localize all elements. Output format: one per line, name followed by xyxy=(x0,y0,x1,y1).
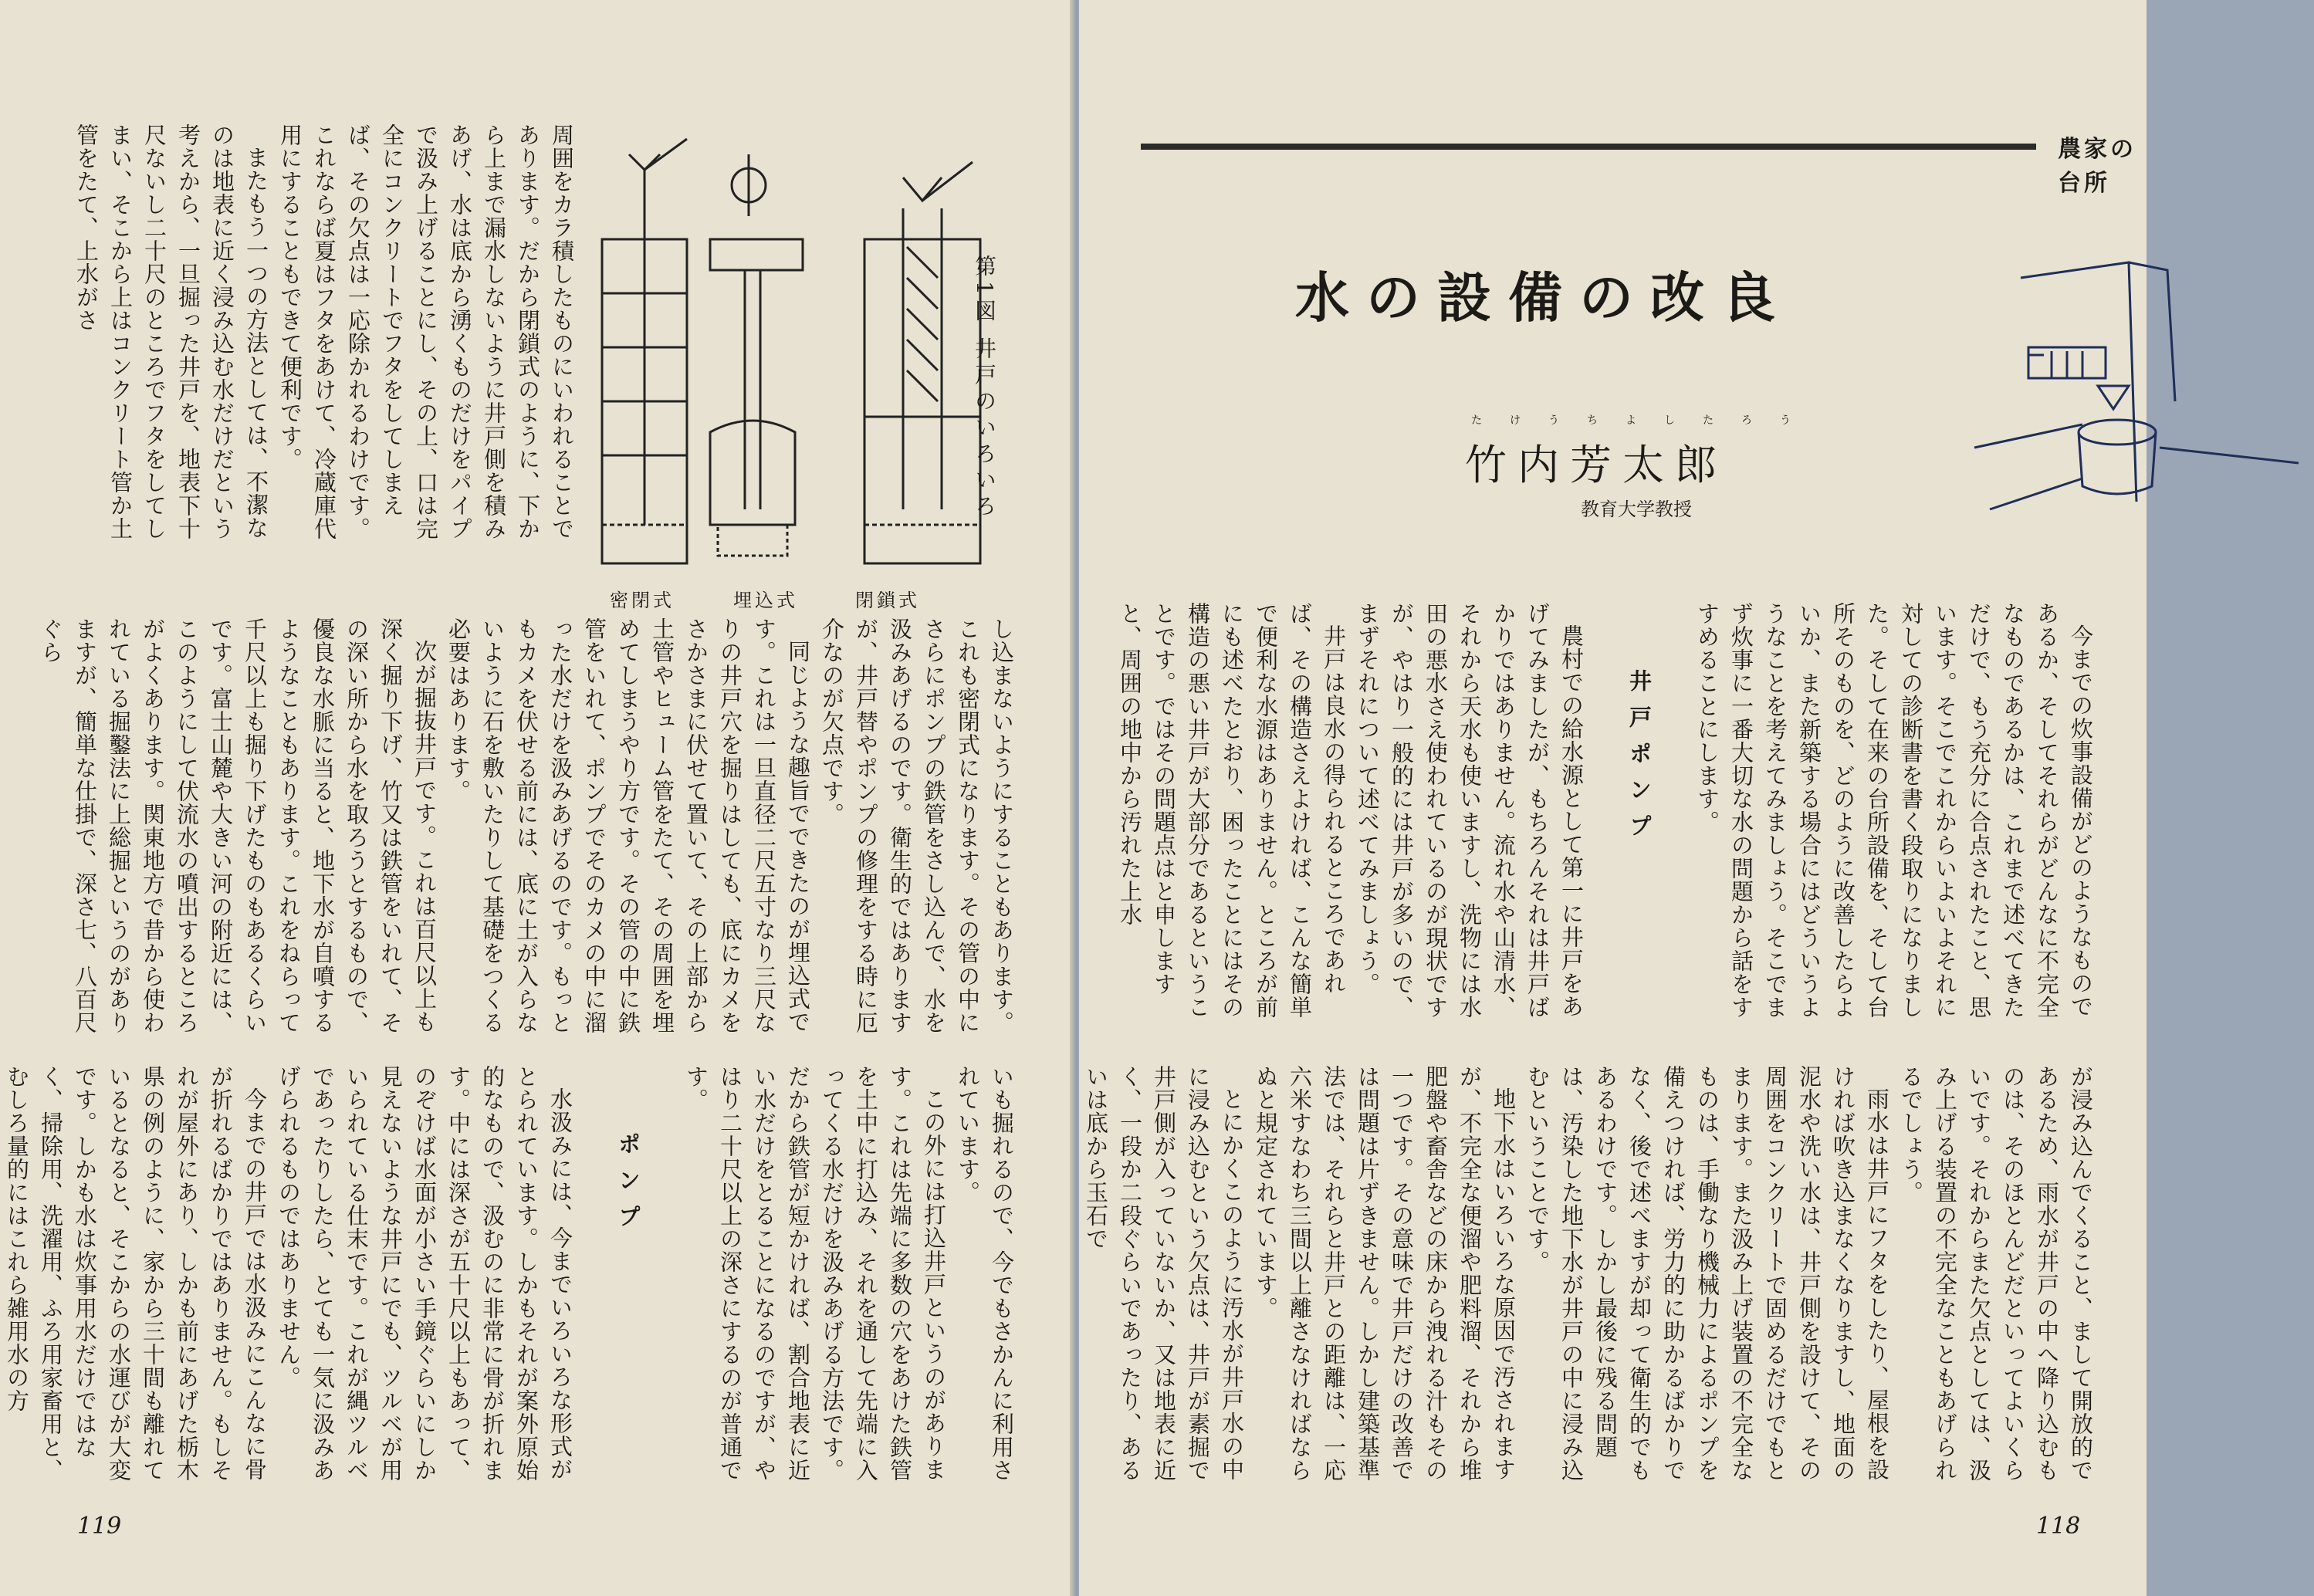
left-para-7: この外には打込井戸というのがあります。これは先端に多数の穴をあけた鉄管を土中に打込み、それを通して先端に入ってくる水だけを汲みあげる方法です。だから鉄管が短かければ、割合地表に近い水だけをとることになるのですが、やはり二十尺以上の深さにするのが普通です。 xyxy=(683,1065,947,1482)
page-number-left: 119 xyxy=(77,1513,122,1540)
right-upper-text xyxy=(1117,602,2098,1034)
header-rule xyxy=(1141,144,2036,150)
figure-caption-closed: 閉鎖式 xyxy=(855,590,920,611)
right-intro: 今までの炊事設備がどのようなものであるか、そしてそれらがどんなに不完全なものであるかは、これまで述べてきただけで、もう充分に合点されたこと、思います。そこでこれからいよいよそれに対しての診断書を書く段取りになりました。そして在来の台所設備を、そして台所そのものを、どのように改善したらよいか、また新築する場合にはどういうようなことを考えてみましょう。そこでまず炊事に一番大切な水の問題から話をすすめることにします。 xyxy=(1694,602,2094,1019)
author-affiliation: 教育大学教授 xyxy=(1581,499,1692,520)
article-title: 水の設備の改良 xyxy=(1295,266,1792,330)
left-para-9: 今までの井戸では水汲みにこんなに骨が折れるばかりではありません。もしそれが屋外にあり、しかも前にあげた栃木県の例のように、家から三十間も離れているとなると、そこからの水運びが大変です。しかも水は炊事用水だけではなく、掃除用、洗濯用、ふろ用家畜用と、むしろ量的にはこれら雑用水の方 xyxy=(4,1065,268,1482)
figure-caption-buried: 埋込式 xyxy=(733,590,798,611)
left-page xyxy=(0,0,1074,1596)
left-para-3: し込まないようにすることもあります。これも密閉式になります。その管の中にさらにポンプの鉄管をさし込んで、水を汲みあげるのです。衛生的ではありますが、井戸替やポンプの修理をする時に厄介なのが欠点です。 xyxy=(819,617,1015,1034)
section-title: 農家の台所 xyxy=(2058,136,2136,197)
figure-title: 第1図 井戸のいろいろ xyxy=(972,255,997,521)
page-number-right: 118 xyxy=(2036,1513,2081,1540)
article-author: 竹内芳太郎 xyxy=(1465,441,1727,489)
left-para-1: 周囲をカラ積したものにいわれることであります。だから閉鎖式のように、下から上まで漏水しないように井戸側を積みあげ、水は底から湧くものだけをパイプで汲み上げることにし、その上、口は完全にコンクリートでフタをしてしまえば、その欠点は一応除かれるわけです。これならば夏はフタをあけて、冷蔵庫代用にすることもできて便利です。 xyxy=(277,123,575,540)
figure-caption-sealed: 密閉式 xyxy=(610,590,675,611)
left-para-5: 次が掘抜井戸です。これは百尺以上も深く掘り下げ、竹又は鉄管をいれて、その深い所から水を取ろうとするもので、優良な水脈に当ると、地下水が自噴するようなこともあります。これをねらって千尺以上も掘り下げたものもあるくらいです。富士山麓や大きい河の附近には、このようにして伏流水の噴出するところがよくあります。関東地方で昔から使われている掘鑿法に上総掘というのがありますが、簡単な仕掛で、深さ七、八百尺ぐら xyxy=(38,617,438,1034)
right-para-5: 地下水はいろいろな原因で汚されますが、不完全な便溜や肥料溜、それから堆肥盤や畜舎などの床から洩れる汁もその一つです。その意味で井戸だけの改善では問題は片ずきません。しかし建築基準法では、それらと井戸との距離は、一応六米すなわち三間以上離さなければならぬと規定されています。 xyxy=(1253,1065,1517,1482)
left-para-2: またもう一つの方法としては、不潔なのは地表に近く浸み込む水だけだという考えから、一旦掘った井戸を、地表下十尺ないし二十尺のところでフタをしてしまい、そこから上はコンクリート管か土管をたて、上水がさ xyxy=(73,123,269,540)
left-para-4: 同じような趣旨でできたのが埋込式です。これは一旦直径二尺五寸なり三尺なりの井戸穴を掘りはしても、底にカメをさかさまに伏せて置いて、その上部から土管やヒューム管をたて、その周囲を埋めてしまうやり方です。その管の中に鉄管をいれて、ポンプでそのカメの中に溜った水だけを汲みあげるのです。もっともカメを伏せる前には、底に土が入らないように石を敷いたりして基礎をつくる必要はあります。 xyxy=(445,617,811,1034)
left-heading-pump: ポンプ xyxy=(615,1132,641,1241)
right-para-1: 農村での給水源として第一に井戸をあげてみましたが、もちろんそれは井戸ばかりではありません。流れ水や山清水、それから天水も使いますし、洗物には水田の悪水さえ使われているのが現状ですが、やはり一般的には井戸が多いので、まずそれについて述べてみましょう。 xyxy=(1355,602,1585,1019)
right-heading-pump: 井戸ポンプ xyxy=(1626,669,1653,850)
left-para-8: 水汲みには、今までいろいろな形式がとられています。しかもそれが案外原始的なもので、汲むのに非常に骨が折れます。中には深さが五十尺以上もあって、のぞけば水面が小さい手鏡ぐらいにしか見えないような井戸にでも、ツルベが用いられている仕末です。これが縄ツルベであったりしたら、とても一気に汲みあげられるものではありません。 xyxy=(276,1065,573,1482)
left-para-6: いも掘れるので、今でもさかんに利用されています。 xyxy=(955,1065,1015,1482)
left-upper-text xyxy=(73,123,579,556)
right-page xyxy=(1079,0,2147,1596)
left-middle-text xyxy=(38,617,1019,1050)
right-para-4: 雨水は井戸にフタをしたり、屋根を設ければ吹き込まなくなりますし、地面の泥水や洗い水は、井戸側を設けて、その周囲をコンクリートで固めるだけでもとまります。また汲み上げ装置の不完全なものは、手働なり機械力によるポンプを備えつければ、労力的に助かるばかりでなく、後で述べますが却って衛生的でもあるわけです。しかし最後に残る問題は、汚染した地下水が井戸の中に浸み込むということです。 xyxy=(1524,1065,1890,1482)
right-para-3: が浸み込んでくること、まして開放的であるため、雨水が井戸の中へ降り込むものは、そのほとんどだといってよいくらいです。それからまた欠点としては、汲み上げる装置の不完全なこともあげられるでしょう。 xyxy=(1898,1065,2094,1482)
left-lower-text xyxy=(4,1065,1019,1497)
well-illustration xyxy=(1974,247,2314,525)
well-figure xyxy=(587,123,1019,617)
author-ruby: たけうちよしたろう xyxy=(1471,414,1818,427)
right-lower-text xyxy=(1083,1065,2098,1497)
right-para-6: とにかくこのように汚水が井戸水の中に浸み込むという欠点は、井戸が素掘で井戸側が入っていないか、又は地表に近く、一段か二段ぐらいであったり、あるいは底から玉石で xyxy=(1083,1065,1245,1482)
right-para-2: 井戸は良水の得られるところであれば、その構造さえよければ、こんな簡単で便利な水源はありません。ところが前にも述べたとおり、困ったことにはその構造の悪い井戸が大部分であるということです。ではその問題点はと申しますと、周囲の地中から汚れた上水 xyxy=(1117,602,1347,1019)
